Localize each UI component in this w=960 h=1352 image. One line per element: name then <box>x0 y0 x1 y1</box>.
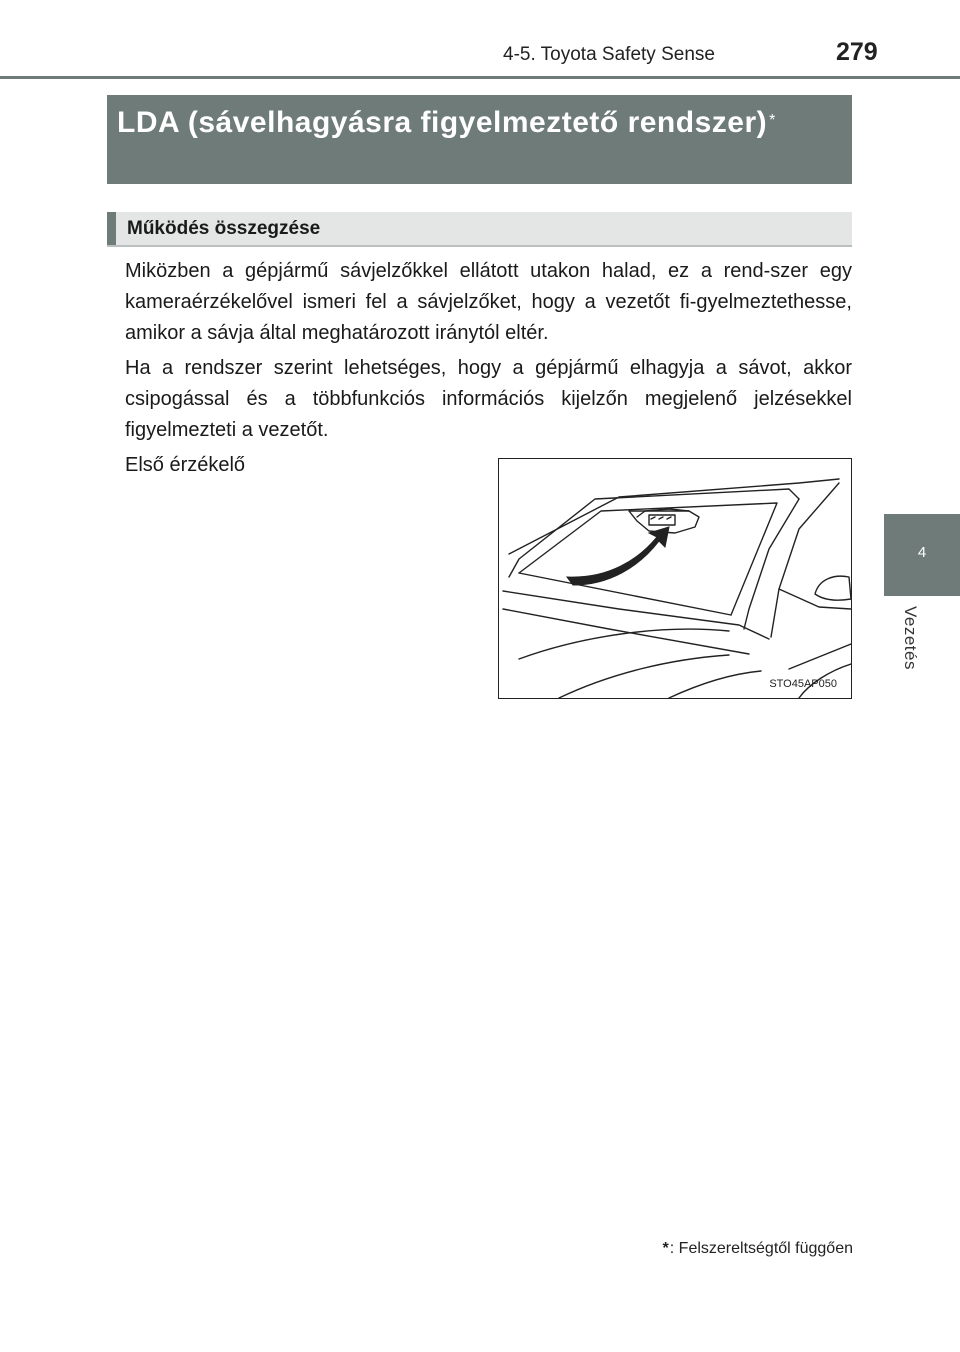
subheading: Működés összegzése <box>127 218 321 239</box>
header-divider <box>0 76 960 79</box>
section-title-box <box>107 95 852 184</box>
figure-caption: Első érzékelő <box>125 454 246 476</box>
body-paragraph-1: Miközben a gépjármű sávjelzőkkel ellátott utakon halad, ez a rend-szer egy kameraérzékelővel ismeri fel a sávjelzőket, hogy a vezetőt fi-gyelmeztethesse, amikor a sávja által meghatározott iránytól eltér. <box>125 260 852 344</box>
chapter-label: Vezetés <box>901 606 920 670</box>
windshield-camera-figure <box>498 458 852 699</box>
chapter-number: 4 <box>917 544 927 561</box>
figure-code: STO45AP050 <box>769 678 837 690</box>
footnote <box>663 1240 853 1258</box>
page-number: 279 <box>836 38 878 66</box>
subheading-box <box>107 212 852 247</box>
header-section-title: 4-5. Toyota Safety Sense <box>503 44 715 65</box>
subheading-accent-bar <box>107 212 116 245</box>
body-paragraph-2: Ha a rendszer szerint lehetséges, hogy a gépjármű elhagyja a sávot, akkor csipogással és a többfunkciós információs kijelzőn megjelenő jelzésekkel figyelmezteti a vezetőt. <box>125 357 852 441</box>
chapter-tab <box>884 514 960 596</box>
windshield-camera-icon <box>499 459 851 698</box>
title-footnote-marker: * <box>769 112 776 129</box>
section-title: LDA (sávelhagyásra figyelmeztető rendszer) <box>117 106 768 139</box>
footnote-text: : Felszereltségtől függően <box>669 1240 853 1257</box>
footnote-marker: * <box>662 1240 669 1257</box>
